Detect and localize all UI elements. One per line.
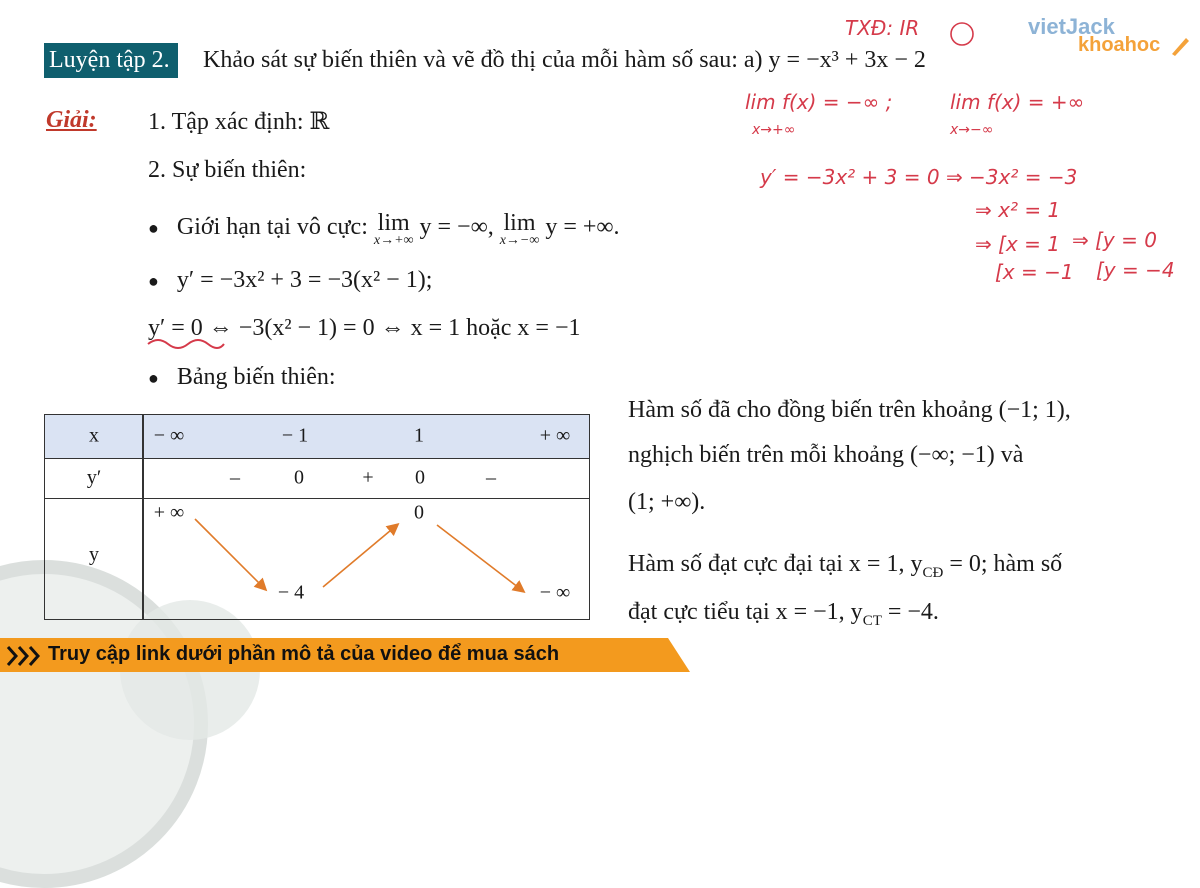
conclusion-line-2: nghịch biến trên mỗi khoảng (−∞; −1) và (628, 442, 1024, 468)
variation-table (44, 414, 590, 620)
subscript-cd: CĐ (922, 564, 944, 581)
conclusion-line-4 (628, 549, 1062, 588)
yprime-zero: 0 (415, 466, 425, 489)
limit-plus-infinity (374, 212, 414, 248)
solution-label: Giải: (46, 107, 97, 133)
table-label: Bảng biến thiên: (176, 364, 336, 390)
max-text: Hàm số đạt cực đại tại x = 1, y (628, 551, 923, 577)
x-value: − 1 (281, 424, 309, 447)
conclusion-line-5 (628, 597, 939, 636)
exercise-title: Khảo sát sự biến thiên và vẽ đồ thị của mỗi hàm số sau: a) y = −x³ + 3x − 2 (203, 47, 926, 73)
y-value-max: 0 (414, 501, 424, 524)
row-label-yprime: y′ (86, 466, 102, 489)
step-domain: 1. Tập xác định: ℝ (148, 109, 330, 135)
limits-prefix: Giới hạn tại vô cực: (176, 214, 368, 240)
logo-khoahoc: khoahoc (1078, 34, 1161, 56)
bullet-icon: ● (148, 368, 159, 388)
promo-banner-text[interactable]: Truy cập link dưới phần mô tả của video để mua sách (48, 643, 560, 665)
handwriting-limit-2: lim f(x) = +∞ (950, 90, 1085, 114)
y-value-plus-infinity: + ∞ (153, 501, 185, 524)
conclusion-line-1: Hàm số đã cho đồng biến trên khoảng (−1; 1), (628, 397, 1071, 423)
exercise-badge: Luyện tập 2. (44, 43, 178, 78)
handwriting-y-value-2: [y = −4 (1096, 258, 1175, 282)
limit-expr-1: y = −∞, (419, 214, 494, 240)
y-value-minus-infinity: − ∞ (539, 581, 571, 604)
yprime-sign: – (230, 466, 240, 489)
handwriting-limit-1-sub: x→+∞ (752, 122, 796, 138)
min-text-tail: = −4. (881, 599, 939, 625)
row-label-x: x (89, 424, 99, 447)
bullet-icon: ● (148, 271, 159, 291)
limit-minus-infinity (500, 212, 540, 248)
yprime-zero: 0 (294, 466, 304, 489)
handwriting-x-root-2: [x = −1 (995, 260, 1074, 284)
x-value: + ∞ (539, 424, 571, 447)
handwriting-x-root-1: ⇒ [x = 1 (975, 232, 1060, 256)
triple-chevron-icon (6, 645, 44, 667)
handwriting-step-x-squared: ⇒ x² = 1 (975, 198, 1061, 222)
min-text: đạt cực tiểu tại x = −1, y (628, 599, 863, 625)
arrow-decreasing (195, 519, 265, 589)
yprime-sign: + (362, 466, 374, 489)
underline-squiggle (146, 336, 226, 350)
handwriting-domain: TXĐ: IR (845, 16, 920, 40)
handwriting-limit-1: lim f(x) = −∞ ; (745, 90, 893, 114)
subscript-ct: CT (862, 612, 882, 629)
handwriting-limit-2-sub: x→−∞ (950, 122, 994, 138)
circle-mark (948, 20, 976, 48)
limits-line (148, 212, 620, 248)
conclusion-line-3: (1; +∞). (628, 489, 706, 515)
handwriting-derivative: y′ = −3x² + 3 = 0 ⇒ −3x² = −3 (760, 165, 1078, 189)
derivative-text: y′ = −3x² + 3 = −3(x² − 1); (176, 267, 433, 293)
lim-word: lim (503, 210, 536, 236)
max-text-tail: = 0; hàm số (943, 551, 1063, 577)
arrow-increasing (323, 525, 397, 587)
lim-subscript: x→−∞ (499, 233, 540, 248)
x-value: − ∞ (153, 424, 185, 447)
lim-word: lim (377, 210, 410, 236)
bullet-icon: ● (148, 218, 159, 238)
logo-vietjack: vietJack (1028, 14, 1115, 39)
table-label-line (148, 362, 336, 393)
variation-arrows (45, 415, 591, 621)
arrow-decreasing (437, 525, 523, 591)
yprime-sign: – (486, 466, 496, 489)
limit-expr-2: y = +∞. (545, 214, 620, 240)
lim-subscript: x→+∞ (373, 233, 414, 248)
step-variation: 2. Sự biến thiên: (148, 157, 307, 183)
row-label-y: y (89, 543, 99, 566)
x-value: 1 (414, 424, 424, 447)
y-value-min: − 4 (277, 581, 305, 604)
critical-points-line: y′ = 0 ⇔ −3(x² − 1) = 0 ⇔ x = 1 hoặc x = −1 (148, 315, 581, 341)
handwriting-y-value-1: ⇒ [y = 0 (1072, 228, 1157, 252)
pencil-icon (1168, 34, 1192, 58)
derivative-line (148, 265, 432, 296)
